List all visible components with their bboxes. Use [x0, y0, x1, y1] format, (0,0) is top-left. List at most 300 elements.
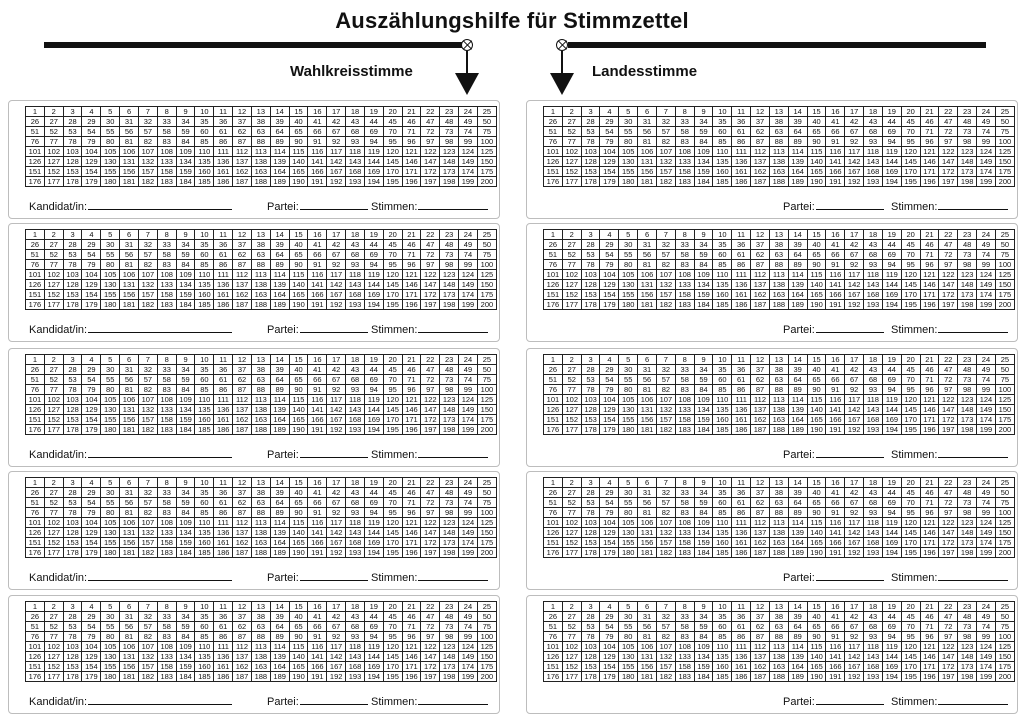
- tally-cell[interactable]: 75: [995, 250, 1014, 260]
- tally-cell[interactable]: 8: [675, 230, 694, 240]
- tally-cell[interactable]: 168: [346, 290, 365, 300]
- tally-cell[interactable]: 75: [995, 375, 1014, 385]
- tally-cell[interactable]: 99: [977, 260, 996, 270]
- tally-cell[interactable]: 33: [675, 117, 694, 127]
- tally-cell[interactable]: 127: [562, 280, 581, 290]
- tally-cell[interactable]: 102: [44, 395, 63, 405]
- tally-cell[interactable]: 27: [44, 117, 63, 127]
- tally-cell[interactable]: 105: [619, 395, 638, 405]
- tally-cell[interactable]: 173: [440, 415, 459, 425]
- tally-cell[interactable]: 180: [101, 177, 120, 187]
- tally-cell[interactable]: 114: [788, 270, 807, 280]
- tally-cell[interactable]: 100: [995, 260, 1014, 270]
- tally-cell[interactable]: 22: [939, 478, 958, 488]
- tally-cell[interactable]: 98: [958, 385, 977, 395]
- tally-cell[interactable]: 154: [82, 415, 101, 425]
- tally-cell[interactable]: 116: [308, 395, 327, 405]
- tally-cell[interactable]: 37: [751, 117, 770, 127]
- tally-cell[interactable]: 96: [920, 632, 939, 642]
- tally-cell[interactable]: 4: [600, 107, 619, 117]
- tally-cell[interactable]: 142: [845, 157, 864, 167]
- tally-cell[interactable]: 135: [195, 157, 214, 167]
- tally-cell[interactable]: 5: [619, 478, 638, 488]
- tally-cell[interactable]: 140: [807, 652, 826, 662]
- tally-cell[interactable]: 48: [440, 240, 459, 250]
- tally-cell[interactable]: 121: [920, 642, 939, 652]
- tally-cell[interactable]: 74: [977, 127, 996, 137]
- tally-cell[interactable]: 24: [977, 107, 996, 117]
- tally-cell[interactable]: 112: [233, 147, 252, 157]
- tally-cell[interactable]: 68: [864, 375, 883, 385]
- tally-cell[interactable]: 8: [675, 107, 694, 117]
- tally-cell[interactable]: 89: [270, 508, 289, 518]
- tally-cell[interactable]: 30: [101, 612, 120, 622]
- tally-cell[interactable]: 163: [769, 538, 788, 548]
- tally-cell[interactable]: 23: [958, 478, 977, 488]
- tally-cell[interactable]: 9: [694, 107, 713, 117]
- tally-cell[interactable]: 58: [675, 498, 694, 508]
- tally-cell[interactable]: 143: [346, 652, 365, 662]
- tally-cell[interactable]: 40: [807, 488, 826, 498]
- tally-cell[interactable]: 157: [656, 662, 675, 672]
- tally-cell[interactable]: 141: [308, 405, 327, 415]
- tally-cell[interactable]: 73: [958, 498, 977, 508]
- tally-cell[interactable]: 156: [120, 415, 139, 425]
- tally-cell[interactable]: 34: [694, 612, 713, 622]
- tally-cell[interactable]: 176: [544, 548, 563, 558]
- tally-cell[interactable]: 171: [402, 167, 421, 177]
- tally-cell[interactable]: 180: [101, 425, 120, 435]
- tally-cell[interactable]: 14: [270, 478, 289, 488]
- tally-cell[interactable]: 119: [364, 147, 383, 157]
- tally-cell[interactable]: 41: [308, 365, 327, 375]
- tally-cell[interactable]: 185: [195, 425, 214, 435]
- tally-cell[interactable]: 39: [270, 612, 289, 622]
- tally-cell[interactable]: 102: [562, 518, 581, 528]
- tally-cell[interactable]: 42: [845, 365, 864, 375]
- tally-cell[interactable]: 113: [769, 518, 788, 528]
- tally-cell[interactable]: 24: [977, 602, 996, 612]
- tally-cell[interactable]: 98: [440, 385, 459, 395]
- tally-cell[interactable]: 103: [581, 642, 600, 652]
- tally-cell[interactable]: 139: [788, 157, 807, 167]
- tally-cell[interactable]: 87: [751, 632, 770, 642]
- tally-cell[interactable]: 4: [82, 478, 101, 488]
- tally-cell[interactable]: 137: [233, 528, 252, 538]
- tally-cell[interactable]: 185: [195, 177, 214, 187]
- tally-cell[interactable]: 173: [958, 290, 977, 300]
- tally-cell[interactable]: 185: [713, 548, 732, 558]
- tally-cell[interactable]: 160: [713, 538, 732, 548]
- tally-cell[interactable]: 120: [901, 642, 920, 652]
- tally-cell[interactable]: 71: [920, 250, 939, 260]
- tally-cell[interactable]: 101: [544, 395, 563, 405]
- tally-cell[interactable]: 13: [251, 478, 270, 488]
- tally-cell[interactable]: 175: [995, 290, 1014, 300]
- tally-cell[interactable]: 118: [346, 518, 365, 528]
- tally-cell[interactable]: 30: [619, 488, 638, 498]
- tally-cell[interactable]: 169: [882, 662, 901, 672]
- tally-cell[interactable]: 93: [346, 385, 365, 395]
- tally-cell[interactable]: 146: [402, 652, 421, 662]
- tally-cell[interactable]: 100: [477, 137, 496, 147]
- tally-cell[interactable]: 67: [327, 498, 346, 508]
- tally-cell[interactable]: 133: [157, 528, 176, 538]
- tally-cell[interactable]: 144: [364, 652, 383, 662]
- tally-cell[interactable]: 98: [958, 632, 977, 642]
- tally-cell[interactable]: 106: [638, 395, 657, 405]
- tally-cell[interactable]: 24: [459, 230, 478, 240]
- tally-cell[interactable]: 21: [402, 107, 421, 117]
- tally-cell[interactable]: 4: [82, 602, 101, 612]
- tally-cell[interactable]: 40: [289, 365, 308, 375]
- tally-cell[interactable]: 58: [157, 127, 176, 137]
- tally-cell[interactable]: 75: [477, 498, 496, 508]
- tally-cell[interactable]: 197: [939, 300, 958, 310]
- party-input-line[interactable]: [816, 321, 884, 333]
- tally-cell[interactable]: 172: [939, 415, 958, 425]
- tally-cell[interactable]: 130: [101, 528, 120, 538]
- tally-cell[interactable]: 57: [656, 498, 675, 508]
- tally-cell[interactable]: 96: [402, 508, 421, 518]
- tally-cell[interactable]: 2: [44, 602, 63, 612]
- tally-cell[interactable]: 145: [383, 157, 402, 167]
- tally-cell[interactable]: 9: [176, 230, 195, 240]
- tally-cell[interactable]: 156: [638, 415, 657, 425]
- tally-cell[interactable]: 21: [402, 355, 421, 365]
- tally-cell[interactable]: 113: [769, 147, 788, 157]
- tally-cell[interactable]: 158: [675, 167, 694, 177]
- tally-cell[interactable]: 59: [694, 375, 713, 385]
- tally-cell[interactable]: 166: [826, 662, 845, 672]
- tally-cell[interactable]: 191: [308, 300, 327, 310]
- tally-cell[interactable]: 120: [383, 518, 402, 528]
- tally-cell[interactable]: 141: [308, 157, 327, 167]
- tally-cell[interactable]: 29: [82, 117, 101, 127]
- tally-cell[interactable]: 193: [346, 300, 365, 310]
- tally-cell[interactable]: 145: [901, 157, 920, 167]
- tally-cell[interactable]: 134: [176, 405, 195, 415]
- tally-cell[interactable]: 172: [421, 167, 440, 177]
- tally-cell[interactable]: 193: [346, 672, 365, 682]
- tally-cell[interactable]: 27: [44, 240, 63, 250]
- tally-cell[interactable]: 119: [882, 395, 901, 405]
- tally-cell[interactable]: 125: [995, 270, 1014, 280]
- tally-cell[interactable]: 49: [459, 365, 478, 375]
- tally-cell[interactable]: 3: [63, 355, 82, 365]
- tally-cell[interactable]: 123: [440, 395, 459, 405]
- tally-cell[interactable]: 43: [864, 612, 883, 622]
- tally-cell[interactable]: 69: [882, 375, 901, 385]
- tally-cell[interactable]: 124: [977, 642, 996, 652]
- tally-cell[interactable]: 47: [421, 612, 440, 622]
- tally-cell[interactable]: 196: [920, 300, 939, 310]
- tally-cell[interactable]: 10: [713, 355, 732, 365]
- tally-cell[interactable]: 159: [694, 538, 713, 548]
- tally-cell[interactable]: 69: [364, 622, 383, 632]
- tally-cell[interactable]: 155: [619, 415, 638, 425]
- tally-cell[interactable]: 127: [44, 157, 63, 167]
- tally-cell[interactable]: 161: [214, 415, 233, 425]
- tally-cell[interactable]: 92: [845, 385, 864, 395]
- tally-cell[interactable]: 73: [958, 127, 977, 137]
- tally-cell[interactable]: 105: [619, 518, 638, 528]
- tally-cell[interactable]: 170: [383, 290, 402, 300]
- tally-cell[interactable]: 99: [977, 137, 996, 147]
- tally-cell[interactable]: 26: [544, 365, 563, 375]
- tally-cell[interactable]: 112: [233, 395, 252, 405]
- tally-cell[interactable]: 63: [769, 498, 788, 508]
- tally-cell[interactable]: 11: [732, 230, 751, 240]
- tally-cell[interactable]: 82: [656, 260, 675, 270]
- tally-cell[interactable]: 53: [63, 498, 82, 508]
- tally-cell[interactable]: 185: [713, 300, 732, 310]
- tally-cell[interactable]: 84: [694, 137, 713, 147]
- tally-cell[interactable]: 11: [214, 355, 233, 365]
- tally-cell[interactable]: 75: [477, 375, 496, 385]
- tally-cell[interactable]: 4: [600, 478, 619, 488]
- tally-cell[interactable]: 141: [826, 157, 845, 167]
- tally-cell[interactable]: 200: [477, 425, 496, 435]
- tally-cell[interactable]: 77: [562, 385, 581, 395]
- tally-cell[interactable]: 82: [656, 385, 675, 395]
- tally-cell[interactable]: 110: [195, 270, 214, 280]
- tally-cell[interactable]: 38: [251, 488, 270, 498]
- tally-cell[interactable]: 14: [270, 230, 289, 240]
- tally-cell[interactable]: 159: [694, 290, 713, 300]
- tally-cell[interactable]: 2: [562, 602, 581, 612]
- tally-cell[interactable]: 101: [26, 642, 45, 652]
- tally-cell[interactable]: 9: [694, 602, 713, 612]
- tally-cell[interactable]: 107: [656, 270, 675, 280]
- tally-cell[interactable]: 18: [346, 602, 365, 612]
- tally-cell[interactable]: 97: [421, 260, 440, 270]
- tally-cell[interactable]: 92: [327, 508, 346, 518]
- tally-cell[interactable]: 78: [63, 260, 82, 270]
- tally-cell[interactable]: 96: [402, 137, 421, 147]
- tally-cell[interactable]: 148: [440, 528, 459, 538]
- tally-cell[interactable]: 14: [270, 355, 289, 365]
- tally-cell[interactable]: 186: [214, 300, 233, 310]
- tally-cell[interactable]: 46: [402, 240, 421, 250]
- tally-cell[interactable]: 65: [289, 498, 308, 508]
- tally-cell[interactable]: 94: [364, 385, 383, 395]
- tally-cell[interactable]: 73: [440, 250, 459, 260]
- tally-cell[interactable]: 132: [656, 280, 675, 290]
- tally-cell[interactable]: 54: [82, 250, 101, 260]
- tally-cell[interactable]: 65: [807, 498, 826, 508]
- tally-cell[interactable]: 1: [544, 602, 563, 612]
- tally-cell[interactable]: 196: [402, 425, 421, 435]
- tally-cell[interactable]: 45: [383, 612, 402, 622]
- tally-cell[interactable]: 108: [675, 518, 694, 528]
- tally-cell[interactable]: 68: [864, 127, 883, 137]
- tally-cell[interactable]: 109: [176, 395, 195, 405]
- votes-field[interactable]: [371, 198, 488, 213]
- tally-cell[interactable]: 82: [138, 260, 157, 270]
- tally-cell[interactable]: 16: [826, 602, 845, 612]
- tally-cell[interactable]: 60: [713, 250, 732, 260]
- tally-cell[interactable]: 91: [826, 137, 845, 147]
- tally-cell[interactable]: 62: [751, 250, 770, 260]
- tally-cell[interactable]: 23: [440, 478, 459, 488]
- tally-cell[interactable]: 91: [308, 385, 327, 395]
- tally-cell[interactable]: 165: [807, 290, 826, 300]
- tally-cell[interactable]: 144: [882, 280, 901, 290]
- tally-cell[interactable]: 62: [233, 498, 252, 508]
- tally-cell[interactable]: 134: [694, 280, 713, 290]
- tally-cell[interactable]: 25: [995, 107, 1014, 117]
- tally-cell[interactable]: 111: [214, 147, 233, 157]
- tally-cell[interactable]: 147: [421, 405, 440, 415]
- tally-cell[interactable]: 2: [44, 478, 63, 488]
- tally-cell[interactable]: 178: [581, 548, 600, 558]
- tally-cell[interactable]: 93: [346, 260, 365, 270]
- tally-cell[interactable]: 90: [289, 632, 308, 642]
- tally-cell[interactable]: 53: [581, 375, 600, 385]
- tally-cell[interactable]: 102: [562, 642, 581, 652]
- tally-cell[interactable]: 6: [638, 602, 657, 612]
- tally-cell[interactable]: 129: [82, 280, 101, 290]
- tally-cell[interactable]: 170: [901, 662, 920, 672]
- tally-cell[interactable]: 182: [138, 300, 157, 310]
- tally-cell[interactable]: 189: [270, 300, 289, 310]
- tally-cell[interactable]: 149: [977, 157, 996, 167]
- tally-cell[interactable]: 57: [656, 127, 675, 137]
- tally-cell[interactable]: 75: [477, 127, 496, 137]
- tally-cell[interactable]: 108: [675, 270, 694, 280]
- tally-cell[interactable]: 50: [477, 117, 496, 127]
- tally-cell[interactable]: 165: [807, 415, 826, 425]
- tally-cell[interactable]: 32: [138, 365, 157, 375]
- tally-cell[interactable]: 199: [459, 548, 478, 558]
- tally-cell[interactable]: 34: [694, 117, 713, 127]
- tally-cell[interactable]: 76: [544, 385, 563, 395]
- tally-cell[interactable]: 30: [619, 612, 638, 622]
- tally-cell[interactable]: 17: [327, 355, 346, 365]
- tally-cell[interactable]: 163: [769, 167, 788, 177]
- tally-cell[interactable]: 34: [176, 365, 195, 375]
- tally-cell[interactable]: 58: [675, 375, 694, 385]
- tally-cell[interactable]: 93: [346, 137, 365, 147]
- tally-cell[interactable]: 198: [440, 548, 459, 558]
- tally-cell[interactable]: 63: [251, 622, 270, 632]
- tally-cell[interactable]: 17: [845, 478, 864, 488]
- tally-cell[interactable]: 27: [562, 488, 581, 498]
- candidate-field[interactable]: [29, 569, 232, 584]
- tally-cell[interactable]: 21: [920, 230, 939, 240]
- tally-cell[interactable]: 73: [958, 622, 977, 632]
- party-field[interactable]: [783, 693, 884, 708]
- tally-cell[interactable]: 166: [308, 290, 327, 300]
- tally-cell[interactable]: 110: [713, 147, 732, 157]
- tally-cell[interactable]: 35: [713, 612, 732, 622]
- tally-cell[interactable]: 26: [26, 117, 45, 127]
- tally-cell[interactable]: 51: [544, 498, 563, 508]
- tally-cell[interactable]: 28: [63, 612, 82, 622]
- tally-cell[interactable]: 167: [327, 662, 346, 672]
- tally-cell[interactable]: 170: [383, 538, 402, 548]
- tally-cell[interactable]: 10: [713, 107, 732, 117]
- tally-cell[interactable]: 153: [63, 415, 82, 425]
- tally-cell[interactable]: 117: [845, 147, 864, 157]
- tally-cell[interactable]: 113: [769, 270, 788, 280]
- tally-cell[interactable]: 191: [826, 672, 845, 682]
- tally-cell[interactable]: 22: [939, 230, 958, 240]
- tally-cell[interactable]: 33: [157, 488, 176, 498]
- tally-cell[interactable]: 109: [694, 518, 713, 528]
- tally-cell[interactable]: 102: [562, 147, 581, 157]
- tally-cell[interactable]: 138: [251, 280, 270, 290]
- tally-cell[interactable]: 64: [788, 375, 807, 385]
- tally-cell[interactable]: 179: [600, 177, 619, 187]
- tally-cell[interactable]: 108: [157, 147, 176, 157]
- tally-cell[interactable]: 80: [101, 632, 120, 642]
- tally-cell[interactable]: 85: [195, 508, 214, 518]
- tally-cell[interactable]: 34: [176, 117, 195, 127]
- tally-cell[interactable]: 49: [977, 612, 996, 622]
- tally-cell[interactable]: 65: [289, 127, 308, 137]
- tally-cell[interactable]: 59: [176, 250, 195, 260]
- tally-cell[interactable]: 69: [364, 498, 383, 508]
- tally-cell[interactable]: 182: [138, 672, 157, 682]
- votes-field[interactable]: [891, 198, 1008, 213]
- tally-cell[interactable]: 124: [459, 270, 478, 280]
- tally-cell[interactable]: 106: [120, 395, 139, 405]
- tally-cell[interactable]: 123: [958, 642, 977, 652]
- tally-cell[interactable]: 182: [656, 300, 675, 310]
- tally-cell[interactable]: 187: [233, 548, 252, 558]
- tally-cell[interactable]: 26: [26, 488, 45, 498]
- tally-cell[interactable]: 101: [26, 518, 45, 528]
- tally-cell[interactable]: 161: [214, 167, 233, 177]
- tally-cell[interactable]: 128: [581, 157, 600, 167]
- tally-cell[interactable]: 54: [82, 127, 101, 137]
- tally-cell[interactable]: 162: [233, 538, 252, 548]
- tally-cell[interactable]: 182: [656, 672, 675, 682]
- tally-cell[interactable]: 190: [289, 548, 308, 558]
- tally-cell[interactable]: 179: [82, 177, 101, 187]
- tally-cell[interactable]: 143: [346, 528, 365, 538]
- tally-cell[interactable]: 61: [732, 375, 751, 385]
- tally-cell[interactable]: 55: [101, 498, 120, 508]
- tally-cell[interactable]: 90: [289, 385, 308, 395]
- tally-cell[interactable]: 35: [195, 488, 214, 498]
- tally-cell[interactable]: 23: [958, 107, 977, 117]
- tally-cell[interactable]: 133: [675, 280, 694, 290]
- tally-cell[interactable]: 82: [656, 508, 675, 518]
- tally-cell[interactable]: 126: [544, 280, 563, 290]
- tally-cell[interactable]: 113: [769, 395, 788, 405]
- tally-cell[interactable]: 41: [826, 612, 845, 622]
- tally-cell[interactable]: 82: [138, 137, 157, 147]
- tally-cell[interactable]: 106: [120, 270, 139, 280]
- tally-cell[interactable]: 95: [901, 260, 920, 270]
- tally-cell[interactable]: 107: [138, 642, 157, 652]
- tally-cell[interactable]: 188: [769, 548, 788, 558]
- tally-cell[interactable]: 65: [807, 127, 826, 137]
- tally-cell[interactable]: 66: [826, 622, 845, 632]
- tally-cell[interactable]: 77: [562, 508, 581, 518]
- tally-cell[interactable]: 172: [421, 538, 440, 548]
- tally-cell[interactable]: 98: [958, 508, 977, 518]
- tally-cell[interactable]: 153: [581, 167, 600, 177]
- tally-cell[interactable]: 1: [26, 478, 45, 488]
- tally-cell[interactable]: 184: [176, 425, 195, 435]
- tally-cell[interactable]: 88: [251, 260, 270, 270]
- tally-cell[interactable]: 139: [270, 280, 289, 290]
- tally-cell[interactable]: 172: [939, 167, 958, 177]
